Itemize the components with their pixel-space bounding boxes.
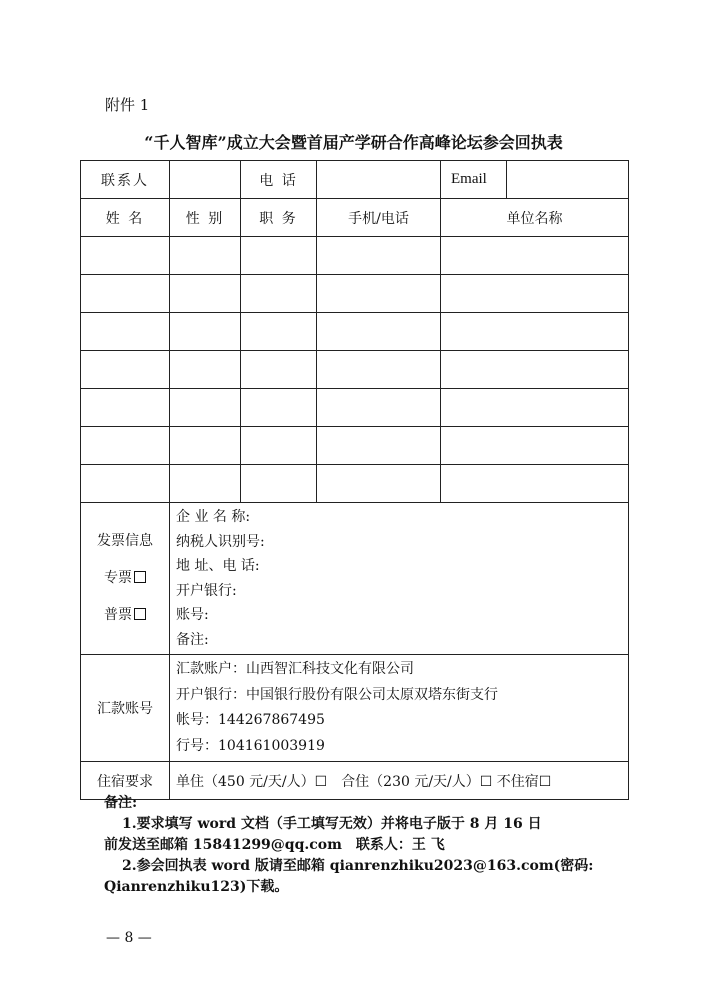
- cell-gender[interactable]: [170, 351, 241, 389]
- invoice-account-line: 账号:: [176, 607, 209, 623]
- cell-phone[interactable]: [317, 313, 441, 351]
- cell-organization[interactable]: [441, 465, 629, 503]
- cell-organization[interactable]: [441, 351, 629, 389]
- cell-organization[interactable]: [441, 313, 629, 351]
- phone-label: 电 话: [241, 161, 317, 199]
- invoice-label: 发票信息: [97, 533, 153, 549]
- contact-label: 联系人: [81, 161, 170, 199]
- attendee-row: [81, 275, 629, 313]
- note-line-4: Qianrenzhiku123)下载。: [104, 879, 289, 895]
- attendee-row: [81, 313, 629, 351]
- remittance-label: 汇款账号: [81, 655, 170, 762]
- attendee-header-row: [81, 199, 629, 237]
- cell-phone[interactable]: [317, 427, 441, 465]
- cell-position[interactable]: [241, 465, 317, 503]
- header-organization: 单位名称: [441, 199, 629, 237]
- invoice-company-name-line: 企 业 名 称:: [176, 509, 251, 525]
- email-value[interactable]: [507, 161, 629, 199]
- remittance-bank-code: 行号：104161003919: [176, 737, 325, 754]
- invoice-normal-label: 普票: [104, 607, 132, 623]
- cell-name[interactable]: [81, 427, 170, 465]
- invoice-address-phone-line: 地 址、电 话:: [176, 558, 260, 574]
- attendee-row: [81, 465, 629, 503]
- header-phone: 手机/电话: [317, 199, 441, 237]
- cell-name[interactable]: [81, 313, 170, 351]
- note-line-2: 前发送至邮箱 15841299@qq.com 联系人：王 飞: [104, 837, 445, 853]
- cell-name[interactable]: [81, 389, 170, 427]
- lodging-options[interactable]: 单住（450 元/天/人）☐ 合住（230 元/天/人）☐ 不住宿☐: [170, 762, 629, 800]
- cell-phone[interactable]: [317, 351, 441, 389]
- lodging-label: 住宿要求: [81, 762, 170, 800]
- cell-phone[interactable]: [317, 275, 441, 313]
- invoice-row: [81, 503, 629, 655]
- cell-organization[interactable]: [441, 427, 629, 465]
- invoice-tax-id-line: 纳税人识别号:: [176, 533, 265, 550]
- special-invoice-checkbox[interactable]: [134, 571, 146, 583]
- registration-form-table: [80, 160, 629, 800]
- remittance-account-name: 汇款账户：山西智汇科技文化有限公司: [176, 661, 414, 677]
- page-title: “千人智库”成立大会暨首届产学研合作高峰论坛参会回执表: [144, 133, 563, 152]
- notes-heading: 备注:: [104, 795, 138, 811]
- cell-position[interactable]: [241, 351, 317, 389]
- normal-invoice-checkbox[interactable]: [134, 608, 146, 620]
- invoice-special-option[interactable]: [81, 560, 169, 597]
- cell-name[interactable]: [81, 237, 170, 275]
- cell-gender[interactable]: [170, 237, 241, 275]
- cell-position[interactable]: [241, 275, 317, 313]
- cell-phone[interactable]: [317, 389, 441, 427]
- cell-gender[interactable]: [170, 389, 241, 427]
- cell-position[interactable]: [241, 427, 317, 465]
- notes-section: [104, 793, 624, 898]
- phone-value[interactable]: [317, 161, 441, 199]
- cell-gender[interactable]: [170, 275, 241, 313]
- remittance-details: [170, 655, 629, 762]
- email-label: Email: [441, 161, 507, 199]
- cell-name[interactable]: [81, 351, 170, 389]
- invoice-label-cell: [81, 503, 170, 655]
- attendee-row: [81, 389, 629, 427]
- remittance-account-number: 帐号：144267867495: [176, 712, 325, 728]
- contact-value[interactable]: [170, 161, 241, 199]
- cell-organization[interactable]: [441, 237, 629, 275]
- remittance-bank: 开户银行：中国银行股份有限公司太原双塔东街支行: [176, 686, 498, 703]
- cell-phone[interactable]: [317, 465, 441, 503]
- cell-position[interactable]: [241, 237, 317, 275]
- header-name: 姓 名: [81, 199, 170, 237]
- header-position: 职 务: [241, 199, 317, 237]
- cell-organization[interactable]: [441, 389, 629, 427]
- attachment-label: 附件 1: [105, 96, 150, 114]
- page-number: — 8 —: [106, 930, 152, 946]
- cell-position[interactable]: [241, 389, 317, 427]
- note-line-1: 1.要求填写 word 文档（手工填写无效）并将电子版于 8 月 16 日: [122, 816, 542, 832]
- cell-phone[interactable]: [317, 237, 441, 275]
- contact-row: [81, 161, 629, 199]
- cell-gender[interactable]: [170, 313, 241, 351]
- cell-position[interactable]: [241, 313, 317, 351]
- cell-gender[interactable]: [170, 465, 241, 503]
- cell-organization[interactable]: [441, 275, 629, 313]
- cell-gender[interactable]: [170, 427, 241, 465]
- attendee-row: [81, 237, 629, 275]
- cell-name[interactable]: [81, 275, 170, 313]
- attendee-row: [81, 351, 629, 389]
- cell-name[interactable]: [81, 465, 170, 503]
- invoice-remark-line: 备注:: [176, 631, 209, 648]
- remittance-row: [81, 655, 629, 762]
- invoice-bank-line: 开户银行:: [176, 582, 237, 599]
- invoice-special-label: 专票: [104, 570, 132, 586]
- invoice-normal-option[interactable]: [81, 597, 169, 634]
- attendee-row: [81, 427, 629, 465]
- note-line-3: 2.参会回执表 word 版请至邮箱 qianrenzhiku2023@163.com(密码:: [122, 858, 594, 874]
- header-gender: 性 别: [170, 199, 241, 237]
- invoice-details: [170, 503, 629, 655]
